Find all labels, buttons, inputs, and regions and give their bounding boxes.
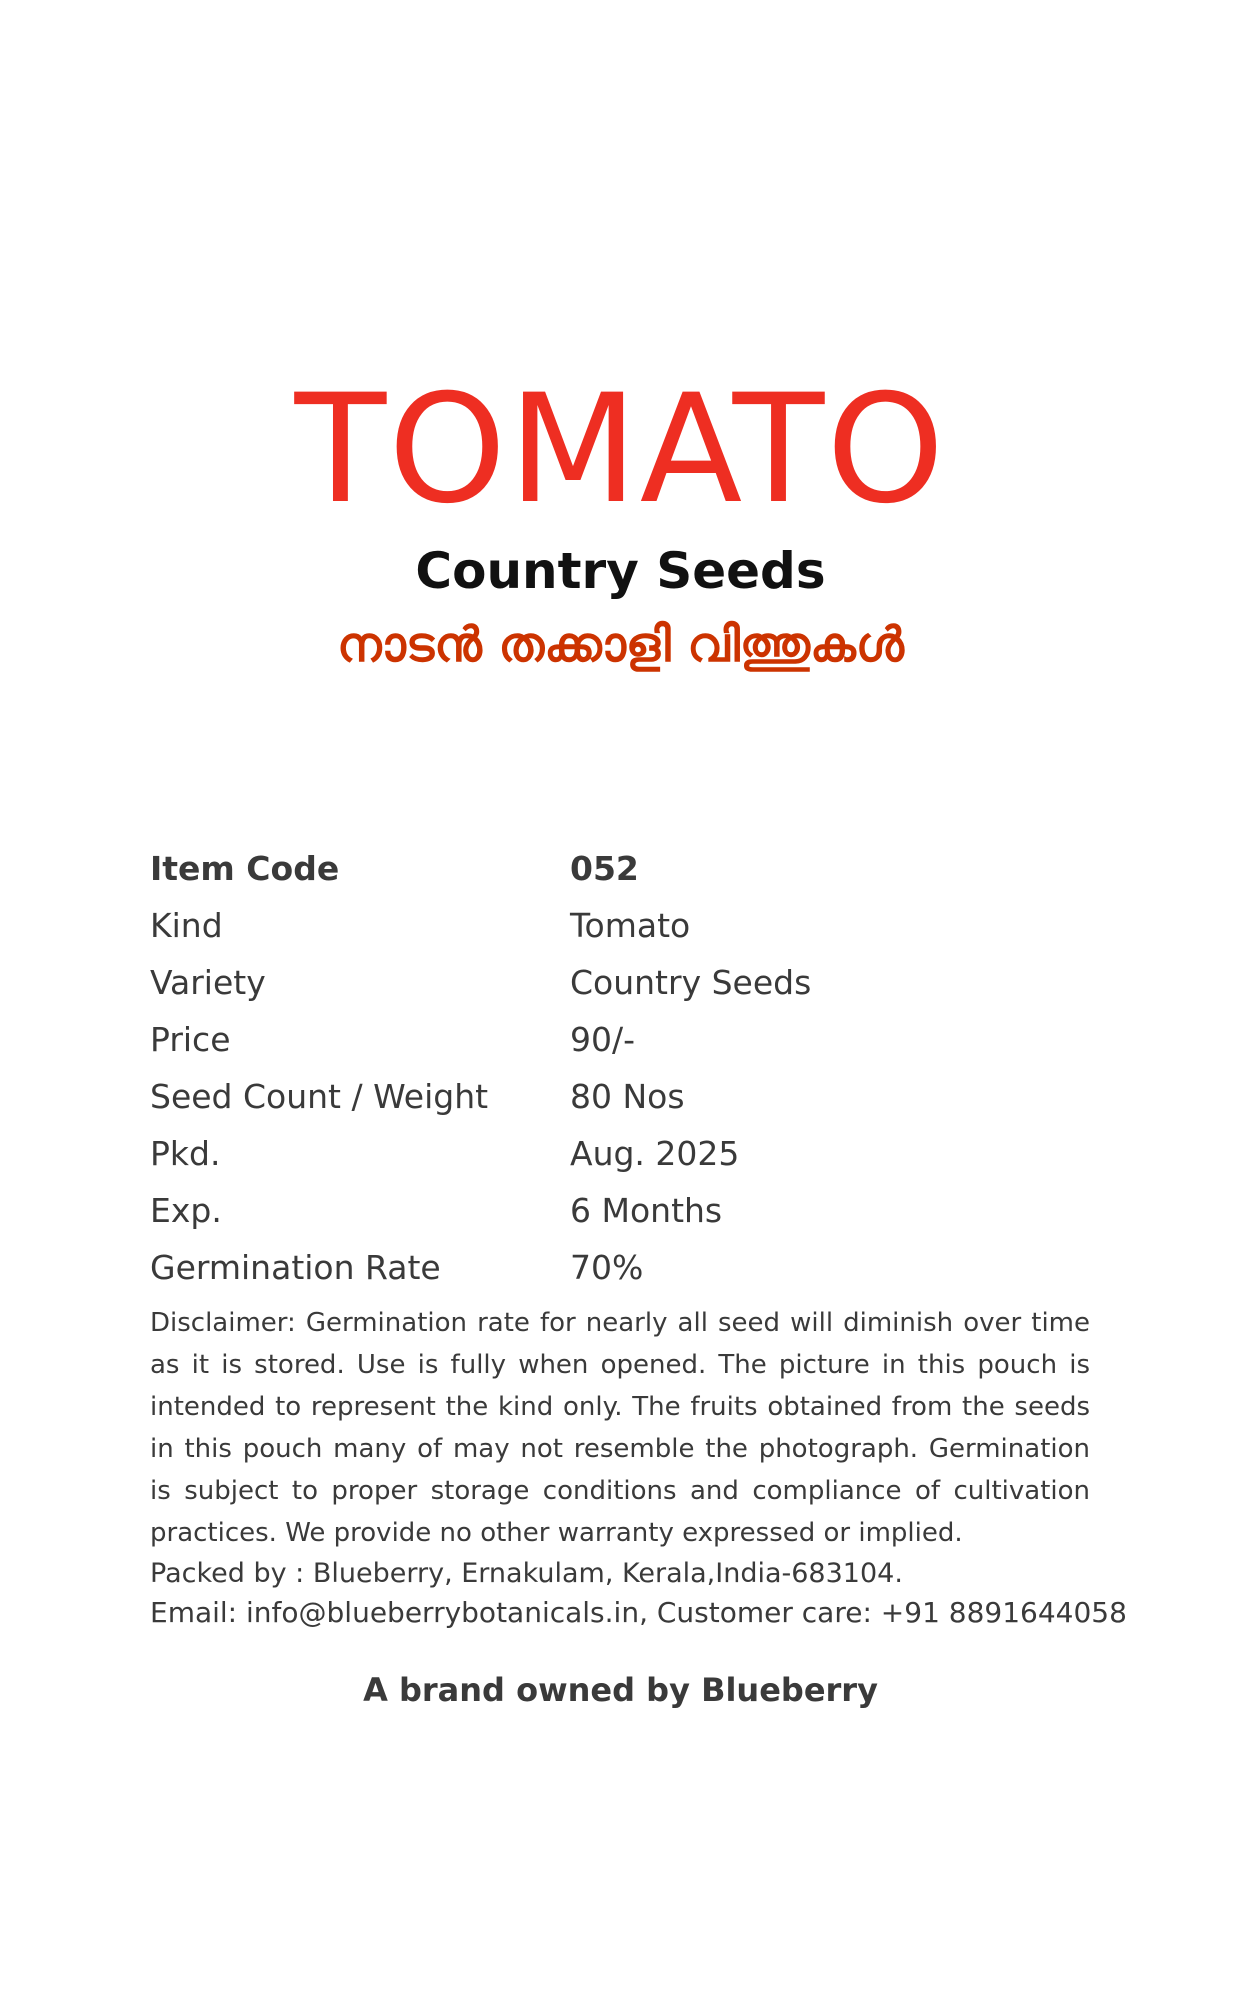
disclaimer-text: Disclaimer: Germination rate for nearly all seed will diminish over time as it is stored. Use is fully when opened. The picture in this pouch is intended to represent the kind only. The fruits obtained from the seeds in this pouch many of may not resemble the photograph. Germination is subject to proper storage conditions and compliance of cultivation practices. We provide no other warranty expressed or implied. xyxy=(150,1308,1090,1548)
spec-value: Country Seeds xyxy=(570,963,812,1002)
spec-label: Germination Rate xyxy=(150,1248,441,1287)
spec-row-variety xyxy=(150,954,1110,1011)
spec-value: 6 Months xyxy=(570,1191,723,1230)
spec-row-price xyxy=(150,1011,1110,1068)
spec-label: Kind xyxy=(150,906,223,945)
product-local-name: നാടൻ തക്കാളി വിത്തുകൾ xyxy=(337,617,904,673)
spec-row-expiry xyxy=(150,1182,1110,1239)
spec-value: 90/- xyxy=(570,1020,636,1059)
spec-table xyxy=(150,840,1110,1296)
packed-by xyxy=(150,1555,1110,1593)
spec-value: 052 xyxy=(570,849,639,888)
product-subtitle: Country Seeds xyxy=(415,542,826,600)
spec-label: Variety xyxy=(150,963,266,1002)
product-title: TOMATO xyxy=(294,363,947,537)
spec-label: Exp. xyxy=(150,1191,222,1230)
spec-row-germination-rate xyxy=(150,1239,1110,1296)
spec-label: Price xyxy=(150,1020,231,1059)
spec-value: Aug. 2025 xyxy=(570,1134,740,1173)
spec-value: 80 Nos xyxy=(570,1077,685,1116)
spec-label: Seed Count / Weight xyxy=(150,1077,489,1116)
packed-by-label: Packed by : xyxy=(150,1558,305,1589)
spec-row-item-code xyxy=(150,840,1110,897)
brand-line: A brand owned by Blueberry xyxy=(363,1671,878,1709)
contact-info: Email: info@blueberrybotanicals.in, Customer care: +91 8891644058 xyxy=(150,1596,1127,1629)
spec-row-kind xyxy=(150,897,1110,954)
spec-value: 70% xyxy=(570,1248,644,1287)
spec-row-seed-count xyxy=(150,1068,1110,1125)
spec-label: Item Code xyxy=(150,849,340,888)
packed-by-address: Blueberry, Ernakulam, Kerala,India-683104. xyxy=(312,1558,903,1589)
spec-row-packed-date xyxy=(150,1125,1110,1182)
spec-label: Pkd. xyxy=(150,1134,221,1173)
spec-value: Tomato xyxy=(570,906,691,945)
